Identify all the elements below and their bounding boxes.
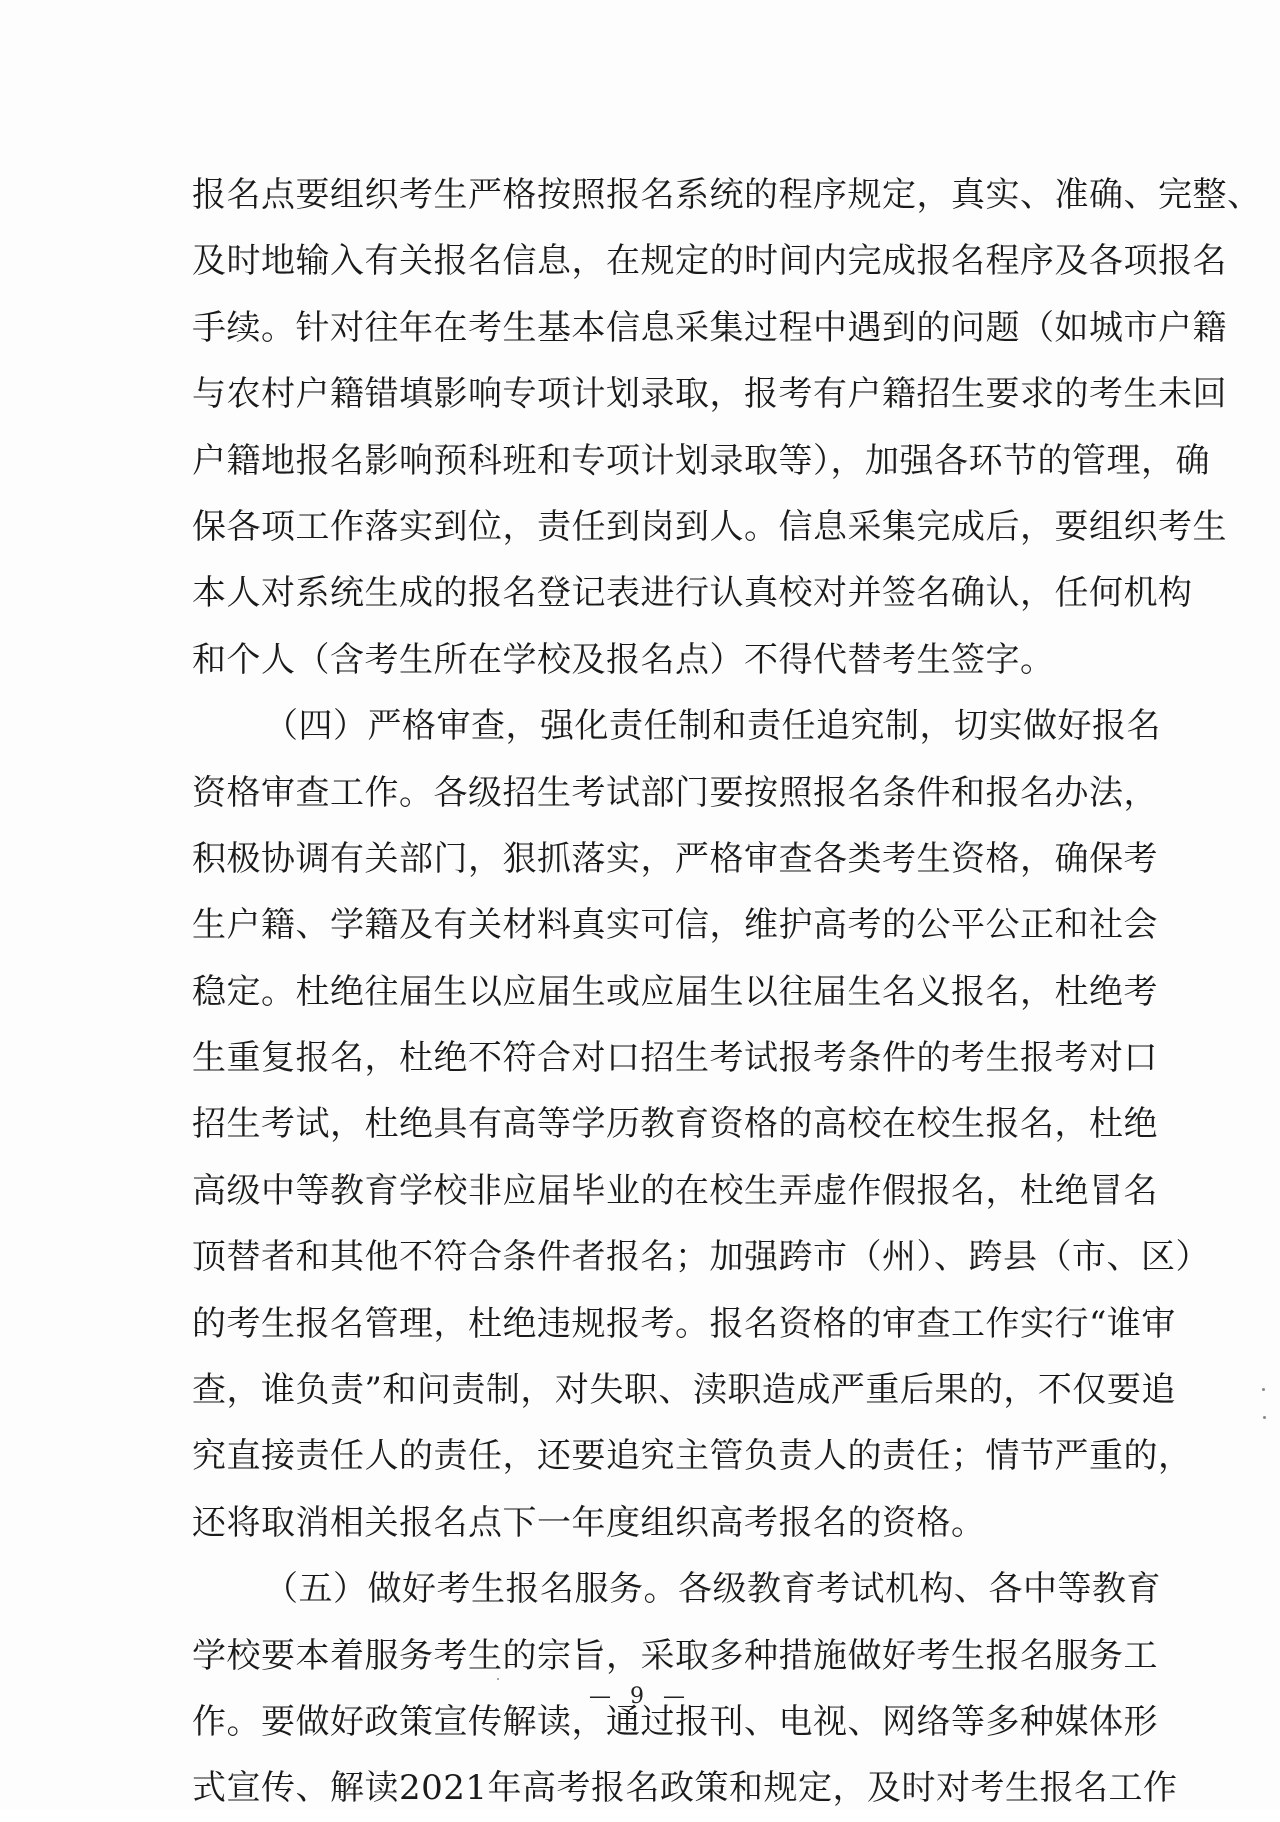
text-line: 和个人（含考生所在学校及报名点）不得代替考生签字。 [192,639,1055,680]
text-line: 资格审查工作。各级招生考试部门要按照报名条件和报名办法， [192,772,1158,813]
text-line: 保各项工作落实到位，责任到岗到人。信息采集完成后，要组织考生 [192,506,1227,547]
text-line: 积极协调有关部门，狠抓落实，严格审查各类考生资格，确保考 [192,838,1158,879]
text-line: 学校要本着服务考生的宗旨，采取多种措施做好考生报名服务工 [192,1635,1158,1676]
text-line: 户籍地报名影响预科班和专项计划录取等），加强各环节的管理，确 [192,440,1210,481]
text-line: 报名点要组织考生严格按照报名系统的程序规定，真实、准确、完整、 [192,175,1262,215]
text-line: 本人对系统生成的报名登记表进行认真校对并签名确认，任何机构 [192,573,1193,614]
section-heading-line: （四）严格审查，强化责任制和责任追究制，切实做好报名 [264,706,1161,747]
text-line: 高级中等教育学校非应届毕业的在校生弄虚作假报名，杜绝冒名 [192,1170,1158,1211]
section-heading-line: （五）做好考生报名服务。各级教育考试机构、各中等教育 [264,1569,1161,1610]
body-text [192,162,1262,1822]
text-line: 查，谁负责”和问责制，对失职、渎职造成严重后果的，不仅要追 [192,1370,1176,1411]
scan-speck [497,1678,499,1680]
text-line: 稳定。杜绝往届生以应届生或应届生以往届生名义报名，杜绝考 [192,971,1158,1012]
text-line: 还将取消相关报名点下一年度组织高考报名的资格。 [192,1502,986,1543]
text-line: 的考生报名管理，杜绝违规报考。报名资格的审查工作实行“谁审 [192,1303,1176,1344]
text-line: 究直接责任人的责任，还要追究主管负责人的责任；情节严重的， [192,1436,1193,1477]
scan-speck [1262,1388,1265,1391]
text-line: 式宣传、解读2021年高考报名政策和规定，及时对考生报名工作 [192,1768,1178,1809]
text-line: 顶替者和其他不符合条件者报名；加强跨市（州）、跨县（市、区） [192,1237,1210,1278]
scan-speck [1263,1416,1266,1419]
text-line: 生户籍、学籍及有关材料真实可信，维护高考的公平公正和社会 [192,905,1158,946]
text-line: 与农村户籍错填影响专项计划录取，报考有户籍招生要求的考生未回 [192,374,1227,415]
text-line: 生重复报名，杜绝不符合对口招生考试报考条件的考生报考对口 [192,1038,1158,1079]
text-line: 作。要做好政策宣传解读，通过报刊、电视、网络等多种媒体形 [192,1701,1158,1742]
page-number: — 9 — [589,1684,691,1709]
text-line: 招生考试，杜绝具有高等学历教育资格的高校在校生报名，杜绝 [192,1104,1158,1145]
text-line: 手续。针对往年在考生基本信息采集过程中遇到的问题（如城市户籍 [192,307,1227,348]
text-line: 及时地输入有关报名信息，在规定的时间内完成报名程序及各项报名 [192,241,1227,282]
